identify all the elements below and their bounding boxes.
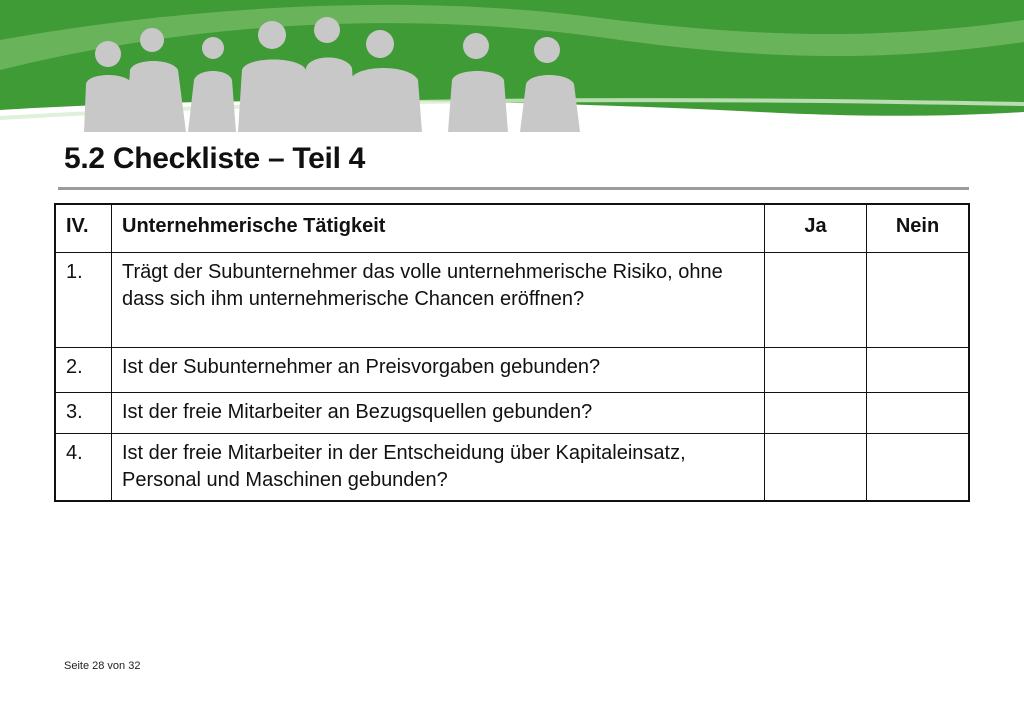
row-question: Ist der freie Mitarbeiter an Bezugsquellen gebunden? [112,393,765,434]
yes-cell[interactable] [765,393,867,434]
row-number: 4. [55,434,112,502]
yes-cell[interactable] [765,434,867,502]
no-cell[interactable] [867,393,970,434]
row-question: Ist der freie Mitarbeiter in der Entscheidung über Kapitaleinsatz, Personal und Maschinen gebunden? [112,434,765,502]
table-header-row [55,204,969,253]
row-question: Trägt der Subunternehmer das volle unternehmerische Risiko, ohne dass sich ihm unternehmerische Chancen eröffnen? [112,253,765,348]
row-question: Ist der Subunternehmer an Preisvorgaben gebunden? [112,348,765,393]
slide-title: 5.2 Checkliste – Teil 4 [64,142,366,175]
row-number: 1. [55,253,112,348]
row-number: 2. [55,348,112,393]
page-number: Seite 28 von 32 [64,660,141,672]
checklist-table [54,203,970,502]
table-row [55,393,969,434]
no-cell[interactable] [867,348,970,393]
table-row [55,253,969,348]
header-banner [0,0,1024,132]
header-no: Nein [867,204,970,253]
title-divider [58,187,969,190]
no-cell[interactable] [867,253,970,348]
yes-cell[interactable] [765,253,867,348]
yes-cell[interactable] [765,348,867,393]
header-yes: Ja [765,204,867,253]
header-topic: Unternehmerische Tätigkeit [112,204,765,253]
header-section-number: IV. [55,204,112,253]
row-number: 3. [55,393,112,434]
table-row [55,434,969,502]
table-row [55,348,969,393]
no-cell[interactable] [867,434,970,502]
